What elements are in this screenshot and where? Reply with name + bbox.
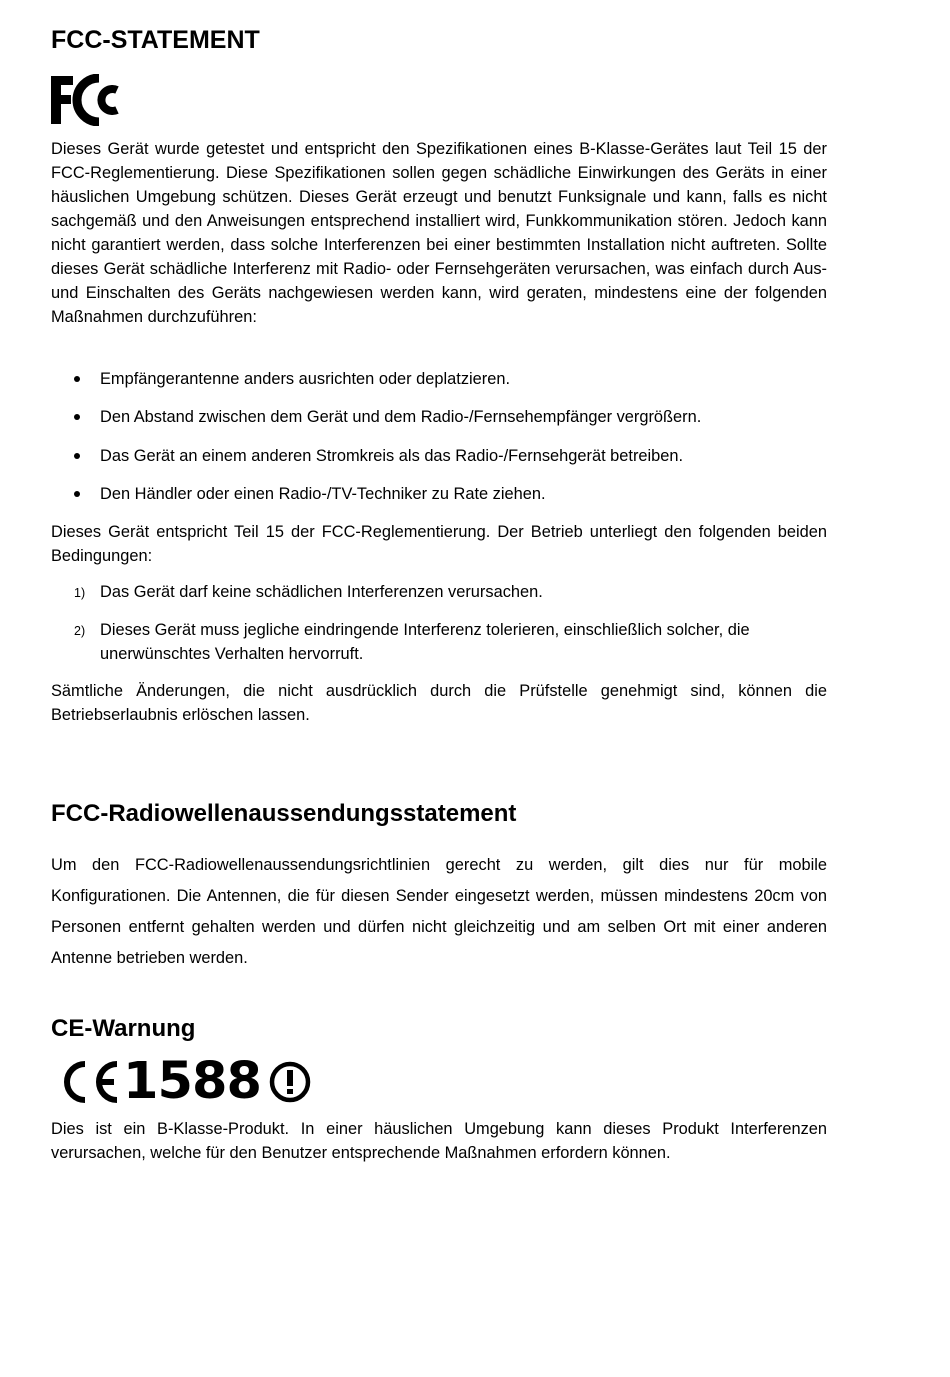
ce-warning-paragraph: Dies ist ein B-Klasse-Produkt. In einer häuslichen Umgebung kann dieses Produkt Interferenzen verursachen, welche für den Benutzer entsprechende Maßnahmen erfordern können.: [51, 1120, 827, 1162]
ce-mark-icon: [59, 1059, 121, 1105]
bullet-icon: [74, 491, 80, 497]
list-item: Den Abstand zwischen dem Gerät und dem Radio-/Fernsehempfänger vergrößern.: [51, 405, 827, 443]
ce-mark: [59, 1052, 311, 1111]
bullet-icon: [74, 453, 80, 459]
notified-body-number: 1588: [123, 1052, 261, 1111]
list-number: 1): [74, 586, 86, 600]
list-item: 1) Das Gerät darf keine schädlichen Interferenzen verursachen.: [51, 580, 827, 604]
bullet-icon: [74, 376, 80, 382]
list-item: Das Gerät an einem anderen Stromkreis als das Radio-/Fernsehgerät betreiben.: [51, 444, 827, 482]
alert-circle-icon: [269, 1061, 311, 1103]
conditions-list: [51, 580, 827, 680]
radio-statement-heading: FCC-Radiowellenaussendungsstatement: [51, 800, 517, 827]
list-item: Empfängerantenne anders ausrichten oder deplatzieren.: [51, 367, 827, 405]
list-item: 2) Dieses Gerät muss jegliche eindringende Interferenz tolerieren, einschließlich solcher, die unerwünschtes Verhalten hervorruft.: [74, 621, 750, 663]
fcc-intro-paragraph: Dieses Gerät wurde getestet und entspricht den Spezifikationen eines B-Klasse-Gerätes laut Teil 15 der FCC-Reglementierung. Diese Spezifikationen sollen gegen schädliche Einwirkungen des Geräts in einer häuslichen Umgebung schützen. Dieses Gerät erzeugt und benutzt Funksignale und kann, falls es nicht sachgemäß und den Anweisungen entsprechend installiert wird, Funkkommunikation stören. Jedoch kann nicht garantiert werden, dass solche Interferenzen bei einer bestimmten Installation nicht auftreten. Sollte dieses Gerät schädliche Interferenz mit Radio- oder Fernsehgeräten verursachen, was einfach durch Aus- und Einschalten des Geräts nachgewiesen werden kann, wird geraten, mindestens eine der folgenden Maßnahmen durchzuführen:: [51, 140, 827, 326]
bullet-icon: [74, 414, 80, 420]
ce-warning-heading: CE-Warnung: [51, 1015, 196, 1042]
conditions-intro-paragraph: Dieses Gerät entspricht Teil 15 der FCC-Reglementierung. Der Betrieb unterliegt den folgenden beiden Bedingungen:: [51, 523, 827, 565]
measures-list: [51, 367, 827, 520]
list-item: Den Händler oder einen Radio-/TV-Techniker zu Rate ziehen.: [51, 482, 827, 520]
fcc-logo-icon: [51, 74, 123, 126]
changes-note-paragraph: Sämtliche Änderungen, die nicht ausdrücklich durch die Prüfstelle genehmigt sind, können die Betriebserlaubnis erlöschen lassen.: [51, 682, 827, 724]
radio-statement-paragraph: Um den FCC-Radiowellenaussendungsrichtlinien gerecht zu werden, gilt dies nur für mobile Konfigurationen. Die Antennen, die für diesen Sender eingesetzt werden, müssen mindestens 20cm von Personen entfernt gehalten werden und dürfen nicht gleichzeitig und am selben Ort mit einer anderen Antenne betrieben werden.: [51, 856, 827, 967]
list-number: 2): [74, 624, 86, 638]
fcc-statement-heading: FCC-STATEMENT: [51, 26, 260, 54]
